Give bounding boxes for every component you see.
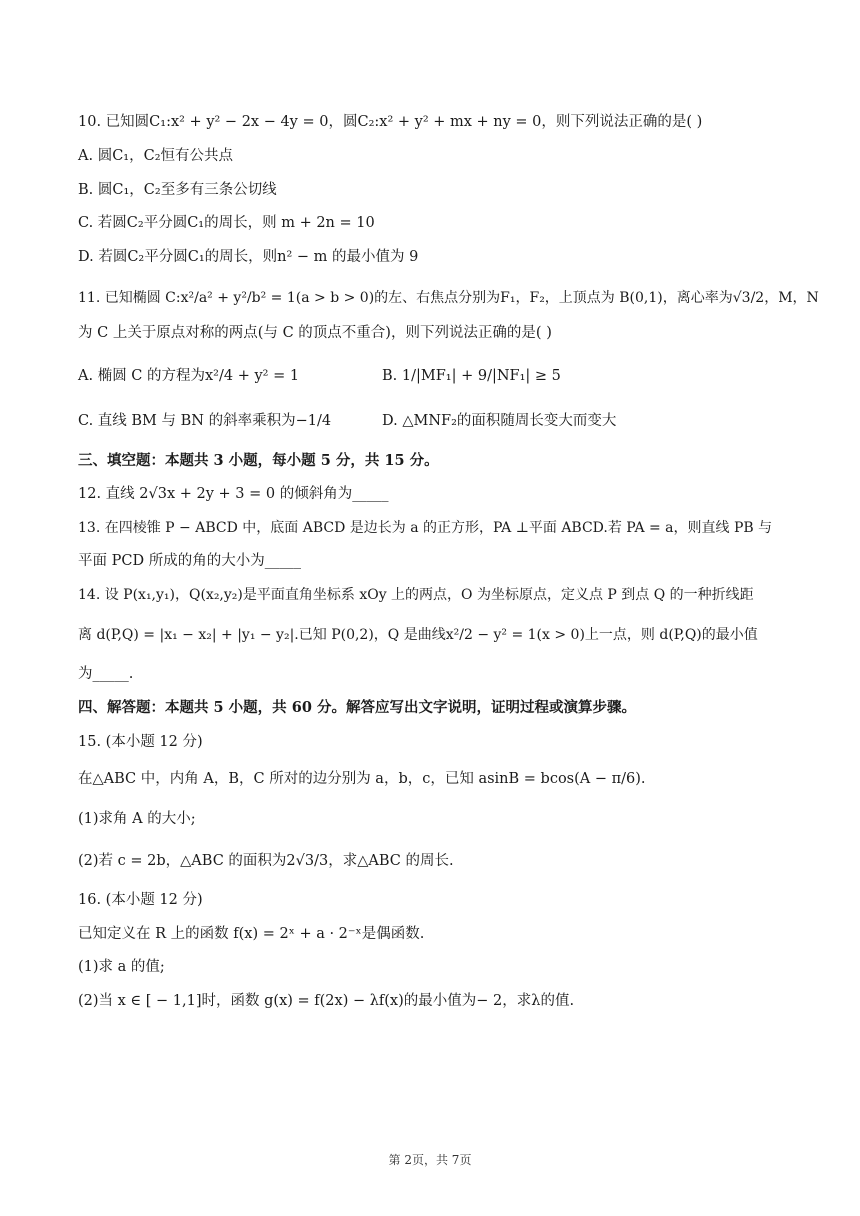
- q11-option-d: D. △MNF₂的面积随周长变大而变大: [382, 413, 617, 429]
- q11-option-a: A. 椭圆 C 的方程为x²/4 + y² = 1: [78, 368, 300, 384]
- q14-line2: 离 d(P,Q) = |x₁ − x₂| + |y₁ − y₂|.已知 P(0,2)，Q 是曲线x²/2 − y² = 1(x > 0)上一点，则 d(P,Q)的最小值: [78, 627, 758, 643]
- q16-part2: (2)当 x ∈ [ − 1,1]时，函数 g(x) = f(2x) − λf(x)的最小值为− 2，求λ的值.: [78, 993, 575, 1009]
- q15-header: 15. (本小题 12 分): [78, 734, 203, 750]
- q16-stem: 已知定义在 R 上的函数 f(x) = 2ˣ + a · 2⁻ˣ是偶函数.: [78, 926, 425, 942]
- section4-heading: 四、解答题：本题共 5 小题，共 60 分。解答应写出文字说明，证明过程或演算步骤。: [78, 699, 636, 716]
- q15-part1: (1)求角 A 的大小;: [78, 811, 196, 827]
- q14-line1: 14. 设 P(x₁,y₁)，Q(x₂,y₂)是平面直角坐标系 xOy 上的两点，O 为坐标原点，定义点 P 到点 Q 的一种折线距: [78, 587, 754, 603]
- page-footer: 第 2页，共 7页: [388, 1153, 472, 1167]
- section3-heading: 三、填空题：本题共 3 小题，每小题 5 分，共 15 分。: [78, 452, 439, 469]
- q15-part2: (2)若 c = 2b，△ABC 的面积为2√3/3，求△ABC 的周长.: [78, 853, 454, 869]
- q16-part1: (1)求 a 的值;: [78, 959, 165, 975]
- q13-line1: 13. 在四棱锥 P − ABCD 中，底面 ABCD 是边长为 a 的正方形，PA ⊥平面 ABCD.若 PA = a，则直线 PB 与: [78, 520, 773, 536]
- q15-stem: 在△ABC 中，内角 A，B，C 所对的边分别为 a，b，c，已知 asinB = bcos(A − π/6).: [78, 771, 646, 787]
- q10-option-d: D. 若圆C₂平分圆C₁的周长，则n² − m 的最小值为 9: [78, 249, 419, 265]
- q12: 12. 直线 2√3x + 2y + 3 = 0 的倾斜角为_____: [78, 486, 389, 502]
- q10-option-a: A. 圆C₁，C₂恒有公共点: [78, 148, 234, 164]
- q10-option-b: B. 圆C₁，C₂至多有三条公切线: [78, 182, 277, 198]
- q11-option-c: C. 直线 BM 与 BN 的斜率乘积为−1/4: [78, 413, 332, 429]
- q10-stem: 10. 已知圆C₁:x² + y² − 2x − 4y = 0，圆C₂:x² + y² + mx + ny = 0，则下列说法正确的是( ): [78, 114, 703, 130]
- q13-line2: 平面 PCD 所成的角的大小为_____: [78, 553, 301, 569]
- q16-header: 16. (本小题 12 分): [78, 892, 203, 908]
- q11-option-b: B. 1/|MF₁| + 9/|NF₁| ≥ 5: [382, 368, 561, 384]
- q11-stem-line1: 11. 已知椭圆 C:x²/a² + y²/b² = 1(a > b > 0)的左、右焦点分别为F₁，F₂，上顶点为 B(0,1)，离心率为√3/2，M，N: [78, 290, 819, 306]
- q14-line3: 为_____.: [78, 666, 134, 682]
- q10-option-c: C. 若圆C₂平分圆C₁的周长，则 m + 2n = 10: [78, 215, 375, 231]
- q11-stem-line2: 为 C 上关于原点对称的两点(与 C 的顶点不重合)，则下列说法正确的是( ): [78, 325, 552, 341]
